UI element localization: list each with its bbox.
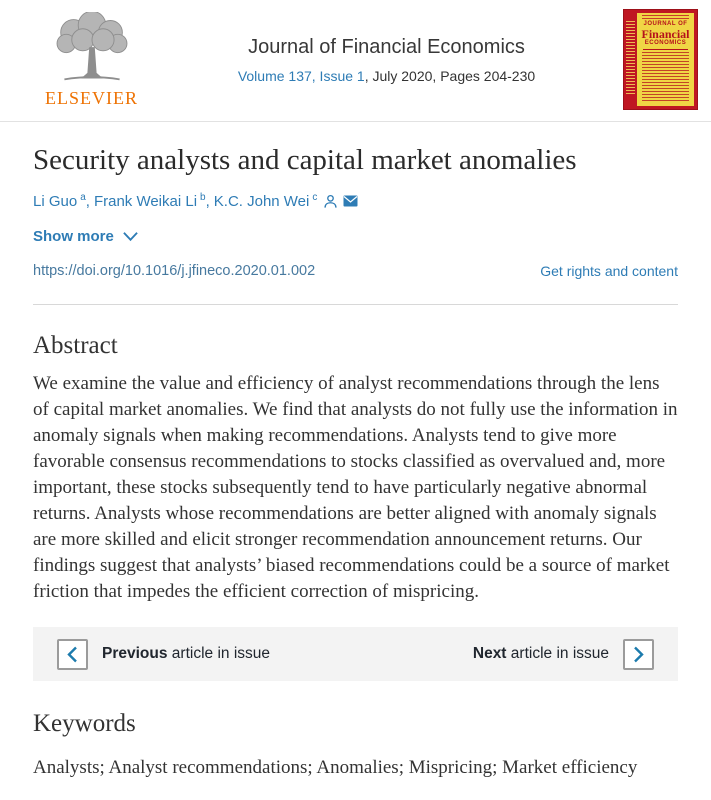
journal-issue-line (150, 68, 623, 84)
get-rights-link[interactable]: Get rights and content (540, 263, 678, 279)
chevron-left-icon (67, 646, 78, 663)
author-link[interactable]: Frank Weikai Li $^b$ (93, 192, 206, 210)
cover-title-line2: Financial (641, 27, 690, 41)
journal-cover-block (623, 0, 711, 110)
cover-spine (626, 19, 635, 96)
volume-issue-link[interactable]: Volume 137, Issue 1 (237, 68, 365, 84)
previous-article-button[interactable] (57, 639, 88, 670)
author-link[interactable]: K.C. John Wei $^c$ (213, 192, 318, 210)
next-article-button[interactable] (623, 639, 654, 670)
issue-navigation-bar (33, 627, 678, 681)
next-article-link[interactable] (473, 639, 654, 670)
doi-row (33, 263, 678, 279)
keywords-heading: Keywords (33, 710, 136, 737)
section-divider (33, 304, 678, 305)
previous-article-label: Previous article in issue (102, 645, 270, 662)
elsevier-tree-icon (46, 12, 138, 86)
author-link[interactable]: Li Guo $^a$ (33, 192, 86, 210)
chevron-right-icon (633, 646, 644, 663)
show-more-label: Show more (33, 228, 114, 245)
abstract-text: We examine the value and efficiency of analyst recommendations through the lens of capital market anomalies. We find that analysts do not fully use the information in anomaly signals when making recommendations. Analysts tend to give more favorable consensus recommendations to stocks classified as overvalued and, more important, these stocks subsequently tend to have particularly negative abnormal returns. Analysts whose recommendations are better aligned with anomaly signals are more skilled and elicit stronger recommendation announcement returns. Our findings suggest that analysts’ biased recommendations could be a source of market friction that impedes the efficient correction of mispricing. (33, 373, 678, 602)
journal-header (0, 0, 711, 122)
cover-rule (643, 49, 688, 50)
cover-panel (637, 13, 694, 106)
author-separator: , (205, 192, 210, 210)
cover-title-line3: ECONOMICS (644, 40, 687, 46)
article-content (0, 142, 711, 780)
chevron-down-icon (123, 231, 138, 242)
previous-article-link[interactable] (57, 639, 270, 670)
show-more-button[interactable] (33, 228, 138, 245)
journal-cover-image[interactable] (623, 9, 698, 110)
next-article-label: Next article in issue (472, 645, 609, 662)
cover-title-line1: JOURNAL OF (643, 21, 688, 27)
author-person-icon[interactable] (323, 194, 338, 209)
issue-date-pages: , July 2020, Pages 204-230 (364, 68, 536, 84)
journal-title-link[interactable]: Journal of Financial Economics (248, 36, 525, 58)
abstract-heading: Abstract (33, 332, 118, 359)
keywords-list: Analysts; Analyst recommendations; Anomalies; Mispricing; Market efficiency (33, 757, 638, 778)
elsevier-logo-text: ELSEVIER (45, 88, 138, 108)
elsevier-logo[interactable] (0, 0, 150, 109)
author-list (33, 192, 678, 210)
author-separator: , (85, 192, 90, 210)
author-email-icon[interactable] (343, 195, 358, 207)
article-title: Security analysts and capital market anomalies (33, 144, 577, 176)
author-icons (323, 194, 358, 209)
cover-article-list (642, 52, 690, 102)
journal-info (150, 0, 623, 84)
doi-link[interactable]: https://doi.org/10.1016/j.jfineco.2020.01.002 (33, 263, 316, 279)
